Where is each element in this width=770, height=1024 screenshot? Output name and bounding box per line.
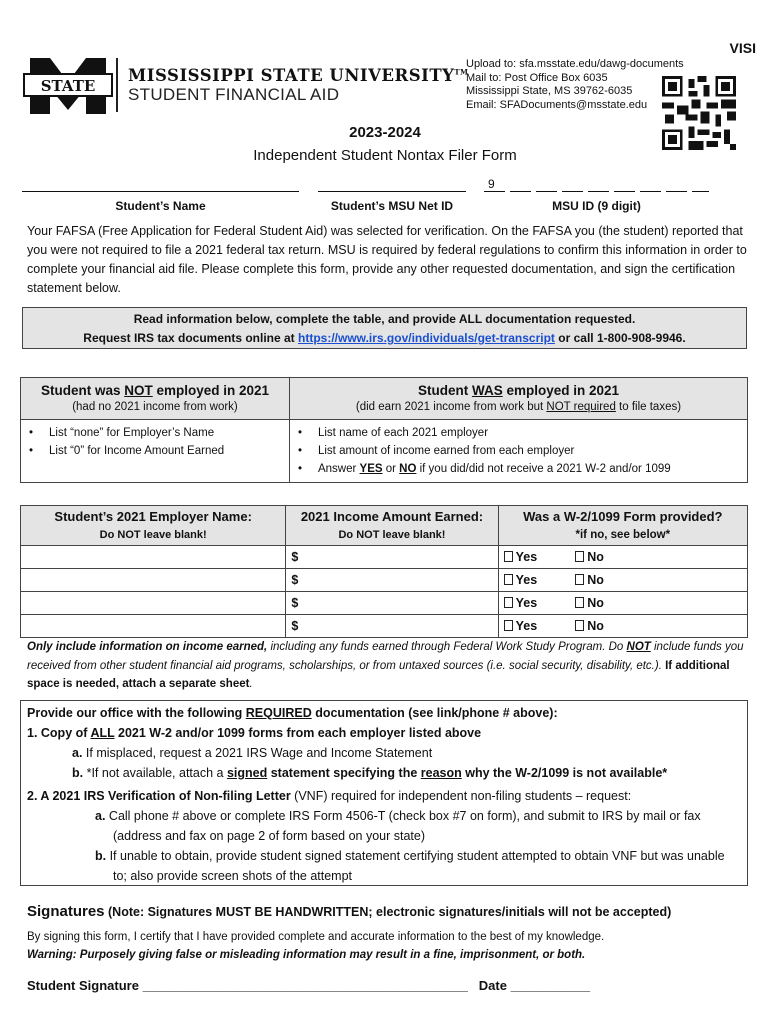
yes-label: Yes (515, 619, 538, 633)
msu-logo (22, 58, 114, 114)
no-label: No (587, 596, 604, 610)
w2-provided-cell (498, 569, 747, 592)
student-name-field[interactable] (22, 191, 299, 192)
form-title: Independent Student Nontax Filer Form (253, 147, 517, 164)
university-name: MISSISSIPPI STATE UNIVERSITY™ (128, 66, 469, 85)
intro-paragraph: Your FAFSA (Free Application for Federal Student Aid) was selected for verification. On the FAFSA you (the student) reported that you were not required to file a 2021 federal tax return. MSU is required by federal regulations to confirm this information in order to complete your financial aid file. Please complete this form, provide any other requested documentation, and sign the certification statement below. (27, 224, 747, 295)
net-id-field[interactable] (318, 191, 466, 192)
yes-checkbox[interactable] (504, 620, 513, 631)
msu-id-prefix: 9 (488, 177, 495, 191)
income-amount-input[interactable] (286, 546, 498, 569)
no-label: No (587, 619, 604, 633)
net-id-label: Student’s MSU Net ID (330, 199, 454, 213)
yes-checkbox[interactable] (504, 574, 513, 585)
contact-info (466, 58, 684, 112)
income-header: 2021 Income Amount Earned: Do NOT leave blank! (286, 506, 498, 546)
income-amount-input[interactable] (286, 615, 498, 638)
signatures-heading: Signatures (Note: Signatures MUST BE HANDWRITTEN; electronic signatures/initials will not be accepted) (27, 903, 672, 920)
employer-name-input[interactable] (21, 615, 286, 638)
not-employed-instructions: • List “none” for Employer’s Name • List “0” for Income Amount Earned (21, 420, 290, 483)
employer-row (21, 569, 748, 592)
corner-text: VISI (729, 40, 756, 56)
certification-statement: By signing this form, I certify that I have provided complete and accurate information to the best of my knowledge. Warning: Purposely giving false or misleading information may result in a fine, imprisonment, or both. (27, 931, 605, 961)
w2-header: Was a W-2/1099 Form provided? *if no, see below* (498, 506, 747, 546)
form-year: 2023-2024 (349, 124, 421, 141)
no-checkbox[interactable] (575, 551, 584, 562)
yes-checkbox[interactable] (504, 597, 513, 608)
employer-name-input[interactable] (21, 569, 286, 592)
employer-name-input[interactable] (21, 546, 286, 569)
employed-header: Student WAS employed in 2021 (did earn 2021 income from work but NOT required to file taxes) (289, 378, 747, 420)
employer-name-header: Student’s 2021 Employer Name: Do NOT leave blank! (21, 506, 286, 546)
w2-provided-cell (498, 546, 747, 569)
w2-provided-cell (498, 592, 747, 615)
logo-divider (116, 58, 118, 112)
email-info: Email: SFADocuments@msstate.edu (466, 98, 648, 111)
instructions-box (22, 307, 747, 349)
signature-line: Student Signature _____________________________________________ Date ___________ (27, 978, 591, 993)
department-name: STUDENT FINANCIAL AID (128, 85, 340, 104)
svg-text:STATE: STATE (40, 77, 96, 95)
currency-symbol: $ (291, 596, 299, 610)
w2-provided-cell (498, 615, 747, 638)
yes-label: Yes (515, 596, 538, 610)
irs-request-line: Request IRS tax documents online at https://www.irs.gov/individuals/get-transcript or call 1-800-908-9946. (83, 331, 686, 345)
currency-symbol: $ (291, 619, 299, 633)
employer-row (21, 615, 748, 638)
upload-info: Upload to: sfa.msstate.edu/dawg-documents (466, 58, 684, 70)
yes-label: Yes (515, 573, 538, 587)
employer-table (20, 505, 748, 638)
student-name-label: Student’s Name (115, 199, 206, 213)
no-label: No (587, 550, 604, 564)
no-checkbox[interactable] (575, 574, 584, 585)
employer-row (21, 592, 748, 615)
no-checkbox[interactable] (575, 620, 584, 631)
msu-id-field[interactable] (484, 191, 709, 192)
no-label: No (587, 573, 604, 587)
mail-info: Mail to: Post Office Box 6035 (466, 71, 608, 84)
employed-instructions: • List name of each 2021 employer • List amount of income earned from each employer • Answer YES or NO if you did/did not receive a 2021 W-2 and/or 1099 (289, 420, 747, 483)
yes-checkbox[interactable] (504, 551, 513, 562)
employer-row (21, 546, 748, 569)
income-amount-input[interactable] (286, 592, 498, 615)
employment-status-table (20, 377, 748, 483)
not-employed-header: Student was NOT employed in 2021 (had no 2021 income from work) (21, 378, 290, 420)
yes-label: Yes (515, 550, 538, 564)
irs-transcript-link[interactable]: https://www.irs.gov/individuals/get-transcript (298, 331, 555, 345)
income-note: Only include information on income earned, including any funds earned through Federal Work Study Program. Do NOT include funds you received from other student financial aid programs, scholarships, or from untaxed sources (i.e. social security, disability, etc.). If additional space is needed, attach a separate sheet. (27, 641, 744, 690)
msu-id-label: MSU ID (9 digit) (552, 199, 641, 213)
income-amount-input[interactable] (286, 569, 498, 592)
signature-field[interactable]: _____________________________________________ (142, 978, 468, 993)
instructions-line: Read information below, complete the table, and provide ALL documentation requested. (133, 312, 636, 326)
address-info: Mississippi State, MS 39762-6035 (466, 85, 633, 97)
currency-symbol: $ (291, 573, 299, 587)
employer-name-input[interactable] (21, 592, 286, 615)
no-checkbox[interactable] (575, 597, 584, 608)
currency-symbol: $ (291, 550, 299, 564)
required-documentation-box: Provide our office with the following REQUIRED documentation (see link/phone # above): 1. Copy of ALL 2021 W-2 and/or 1099 forms from each employer listed above a. If misplaced, request a 2021 IRS Wage and Income Statement b. *If not available, attach a signed statement specifying the reason why the W-2/1099 is not available* 2. A 2021 IRS Verification of Non-filing Letter (VNF) required for independent non-filing students – request: a. Call phone # above or complete IRS Form 4506-T (check box #7 on form), and submit to IRS by mail or fax (address and fax on page 2 of form based on your state) b. If unable to obtain, provide student signed statement certifying student attempted to obtain VNF but was unable to; also provide screen shots of the attempt (20, 700, 748, 886)
date-field[interactable]: ___________ (510, 978, 591, 993)
